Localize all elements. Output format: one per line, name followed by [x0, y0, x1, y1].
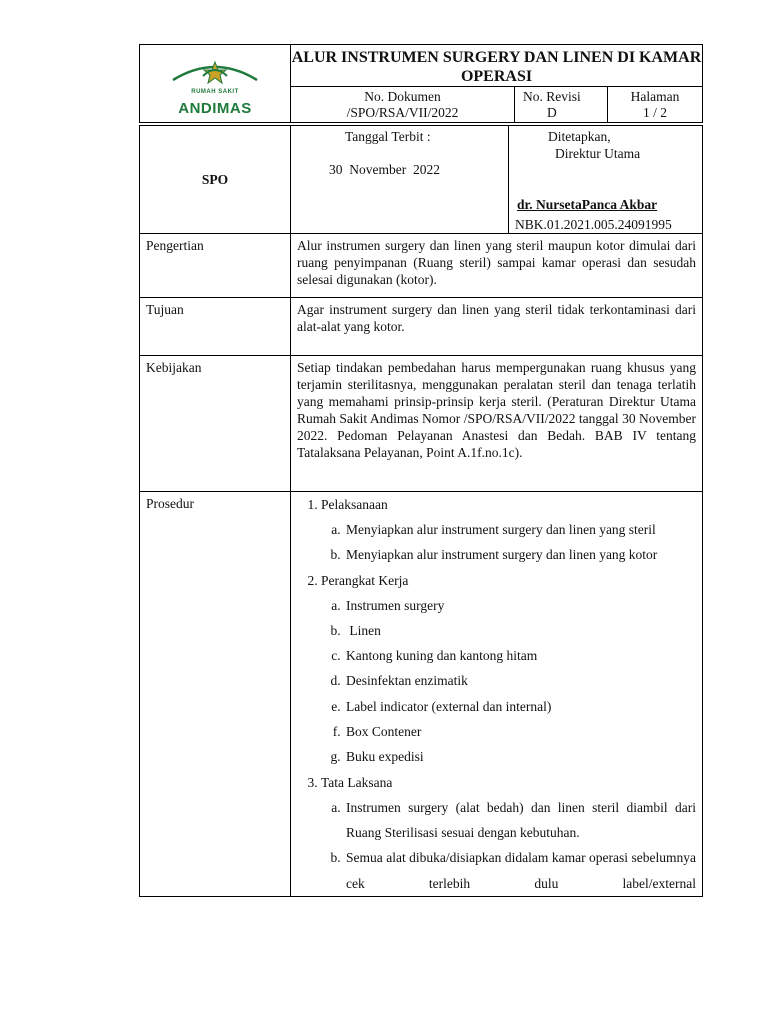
page-value: 1 / 2 — [642, 105, 667, 120]
logo-name-text: ANDIMAS — [178, 99, 252, 117]
content-table — [139, 125, 703, 897]
procedure-item: e. Label indicator (external dan internal) — [344, 694, 696, 719]
signer-name: dr. NursetaPanca Akbar — [517, 197, 658, 212]
procedure-step — [321, 568, 696, 770]
procedure-step-title: Pelaksanaan — [321, 497, 388, 512]
procedure-step-title: Tata Laksana — [321, 774, 393, 790]
tujuan-text: Agar instrument surgery dan linen yang steril tidak terkontaminasi dari alat-alat yang kotor. — [291, 298, 703, 356]
procedure-item: b. Linen — [344, 618, 696, 643]
page-cell — [608, 87, 703, 123]
pengertian-label: Pengertian — [140, 234, 291, 298]
logo-top-text: RUMAH SAKIT — [191, 88, 239, 95]
procedure-item: d. Desinfektan enzimatik — [344, 668, 696, 693]
approved-label: Ditetapkan, — [548, 129, 611, 144]
procedure-item: a. Instrumen surgery — [344, 593, 696, 618]
doc-number-value: /SPO/RSA/VII/2022 — [346, 105, 459, 120]
issue-date-value: 30 November 2022 — [329, 162, 440, 177]
tujuan-label: Tujuan — [140, 298, 291, 356]
document — [139, 44, 702, 897]
pengertian-text: Alur instrumen surgery dan linen yang steril maupun kotor dimulai dari ruang penyimpanan (Ruang steril) sampai kamar operasi dan sesudah selesai digunakan (kotor). — [291, 234, 703, 298]
procedure-item: b. Semua alat dibuka/disiapkan didalam kamar operasi sebelumnya cek terlebih dulu label/external — [344, 845, 696, 896]
procedure-step-title: Perangkat Kerja — [321, 572, 409, 588]
procedure-step — [321, 770, 696, 896]
procedure-item: a. Instrumen surgery (alat bedah) dan linen steril diambil dari Ruang Sterilisasi sesuai dengan kebutuhan. — [344, 795, 696, 846]
approval-cell — [509, 126, 703, 234]
procedure-list — [297, 492, 696, 896]
prosedur-label: Prosedur — [140, 492, 291, 897]
procedure-sublist — [321, 517, 696, 568]
kebijakan-text: Setiap tindakan pembedahan harus mempergunakan ruang khusus yang terjamin sterilitasnya, menggunakan peralatan steril dan tenaga terlatih yang memahami prinsip-prinsip kerja steril. (Peraturan Direktur Utama Rumah Sakit Andimas Nomor /SPO/RSA/VII/2022 tanggal 30 November 2022. Pedoman Pelayanan Anastesi dan Bedah. BAB IV tentang Tatalaksana Pelayanan, Point A.1f.no.1c). — [291, 356, 703, 492]
logo-text — [140, 84, 290, 116]
procedure-sublist — [321, 593, 696, 770]
procedure-step — [321, 492, 696, 568]
issue-date-label: Tanggal Terbit : — [345, 129, 431, 144]
revision-cell — [515, 87, 608, 123]
revision-label: No. Revisi — [523, 89, 581, 104]
spo-label: SPO — [140, 126, 291, 234]
doc-number-cell — [291, 87, 515, 123]
procedure-sublist — [321, 795, 696, 896]
procedure-item: c. Kantong kuning dan kantong hitam — [344, 643, 696, 668]
procedure-item: g. Buku expedisi — [344, 744, 696, 769]
document-title: ALUR INSTRUMEN SURGERY DAN LINEN DI KAMAR OPERASI — [291, 45, 703, 87]
doc-number-label: No. Dokumen — [364, 89, 441, 104]
procedure-item: a. Menyiapkan alur instrument surgery dan linen yang steril — [344, 517, 696, 542]
prosedur-content — [291, 492, 703, 897]
logo-cell — [140, 45, 291, 123]
procedure-item: b. Menyiapkan alur instrument surgery dan linen yang kotor — [344, 542, 696, 567]
kebijakan-label: Kebijakan — [140, 356, 291, 492]
revision-value: D — [547, 105, 557, 120]
issue-date-cell — [291, 126, 509, 234]
header-table — [139, 44, 703, 123]
procedure-item: f. Box Contener — [344, 719, 696, 744]
signer-id: NBK.01.2021.005.24091995 — [515, 217, 672, 232]
approved-role: Direktur Utama — [555, 146, 641, 161]
page-label: Halaman — [630, 89, 680, 104]
